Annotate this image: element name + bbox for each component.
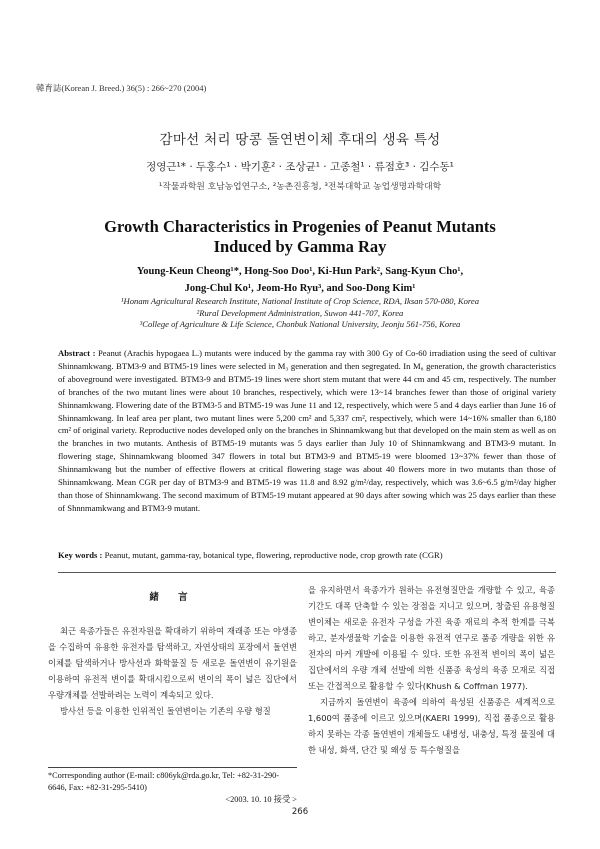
footnote <box>48 770 297 806</box>
left-paragraph-1: 최근 육종가들은 유전자원을 확대하기 위하여 재래종 또는 야생종을 수집하여 유용한 유전자를 탐색하고, 자연상태의 포장에서 돌연변이체를 탐색하거나 방사선과 화학물질 등 새로운 돌연변이 유기원을 이용하여 유전적 변이를 확대시킴으로써 변이의 폭이 넓은 집단에서 우량개체를 선발하려는 노력이 계속되고 있다. <box>48 626 297 700</box>
left-column <box>48 623 297 719</box>
right-column <box>308 582 555 758</box>
title-english <box>0 217 600 257</box>
section-heading-introduction: 緒 言 <box>149 592 196 603</box>
journal-citation: 韓育誌(Korean J. Breed.) 36(5) : 266~270 (2004) <box>36 83 207 93</box>
affiliations-english <box>0 296 600 331</box>
keywords <box>58 550 556 560</box>
abstract-label: Abstract : <box>58 348 96 358</box>
right-paragraph-2: 지금까지 돌연변이 육종에 의하여 육성된 신품종은 세계적으로 1,600여 품종에 이르고 있으며(KAERI 1999), 직접 품종으로 활용하지 못하는 각종 돌연변이 개체들도 내병성, 내충성, 특정 물질에 대한 내성, 화색, 단간 및 왜성 등 특수형질을 <box>308 697 555 755</box>
keywords-text: Peanut, mutant, gamma-ray, botanical type, flowering, reproductive node, crop growth rate (CGR) <box>104 550 443 560</box>
footnote-text: *Corresponding author (E-mail: c806yk@rda.go.kr, Tel: +82-31-290-6646, Fax: +82-31-295-5410) <box>48 771 280 792</box>
affiliation-2: ²Rural Development Administration, Suwon 441-707, Korea <box>196 307 404 318</box>
page-number: 266 <box>291 807 309 817</box>
abstract-divider <box>58 572 556 573</box>
title-english-line2: Induced by Gamma Ray <box>213 237 387 256</box>
abstract <box>58 347 556 515</box>
right-paragraph-1: 을 유지하면서 육종가가 원하는 유전형질만을 개량할 수 있고, 육종 기간도 대폭 단축할 수 있는 장점을 지니고 있으며, 창출된 유용형질 변이체는 새로운 유전자 구성을 가진 육종 재료의 추적 한계를 극복하고, 분자생물학 기술을 이용한 유전적 연구로 품종 개량을 위한 유전자의 마커 개발에 이용될 수 있다. 또한 유전적 변이의 폭이 넓은 집단에서의 우량 개체 선발에 의한 신품종 육성의 육종 모재로 직접 또는 간접적으로 활용할 수 있다(Khush & Coffman 1977). <box>308 585 555 691</box>
title-english-line1: Growth Characteristics in Progenies of Peanut Mutants <box>104 217 496 236</box>
received-date: <2003. 10. 10 接受 > <box>225 795 297 804</box>
title-korean: 감마선 처리 땅콩 돌연변이체 후대의 생육 특성 <box>159 132 441 148</box>
authors-english-line1: Young-Keun Cheong¹*, Hong-Soo Doo¹, Ki-Hun Park², Sang-Kyun Cho¹, <box>136 266 464 277</box>
affiliation-1: ¹Honam Agricultural Research Institute, National Institute of Crop Science, RDA, Iksan 570-080, Korea <box>120 296 480 306</box>
keywords-label: Key words : <box>58 550 103 560</box>
authors-english <box>0 263 600 297</box>
footnote-divider <box>48 767 297 768</box>
affiliation-3: ³College of Agriculture & Life Science, Chonbuk National University, Jeonju 561-756, Korea <box>139 319 461 329</box>
affiliations-korean: ¹작물과학원 호남농업연구소, ²농촌진흥청, ³전북대학교 농업생명과학대학 <box>158 182 442 192</box>
authors-korean: 정영근¹* · 두홍수¹ · 박기훈² · 조상균¹ · 고종철¹ · 류점호³ · 김수동¹ <box>146 161 454 173</box>
authors-english-line2: Jong-Chul Ko¹, Jeom-Ho Ryu³, and Soo-Dong Kim¹ <box>184 283 416 294</box>
abstract-text: Peanut (Arachis hypogaea L.) mutants were induced by the gamma ray with 300 Gy of Co-60 irradiation using the seed of cultivar Shinnamkwang. BTM3-9 and BTM5-19 lines were selected in M₃ generation and then segregated. In M₈ generation, the growth characteristics of aboveground were investigated. BTM3-9 and BTM5-19 lines were short stem mutant that were 44 cm and 45 cm, respectively. The number of branches of the two mutant lines were about 10 branches, respectively, which were 13~14 branches fewer than those of original variety Shinnamkwang. Flowering date of the BTM3-5 and BTM5-19 was June 11 and 12, respectively, which were 5 and 4 days earlier than June 16 of Shinnamkwang. In leaf area per plant, two mutant lines were 5,200 cm² and 5,337 cm², respectively, which were 14~16% smaller than 6,180 cm² of original variety. Reproductive nodes developed only on the branches in Shinnamkwang but that developed on the main stem as well as on the branches in two mutants. Anthesis of BTM5-19 mutants was 5 days earlier than July 10 of Shinnamkwang and BTM3-9 mutant. In flowering stage, Shinnamkwang bloomed 347 flowers in total but BTM3-9 and BTM5-19 were bloomed 13~37% fewer than those of Shinnamkwang but the number of effective flowers at critical flowering stage was about 40 flowers more in two mutants than those of Shinnamkwang. Mean CGR per day of BTM3-9 and BTM5-19 was 11.8 and 8.92 g/m²/day, respectively, which was 3.6~6.5 g/m²/day higher than those of Shinnamkwang. The second maximum of BTM5-19 mutant appeared at 90 days after sowing which was 25 days earlier than these of Shnnmamkwang and BTM3-9 mutant. <box>58 348 556 513</box>
left-paragraph-2: 방사선 등을 이용한 인위적인 돌연변이는 기존의 우량 형질 <box>60 706 271 716</box>
